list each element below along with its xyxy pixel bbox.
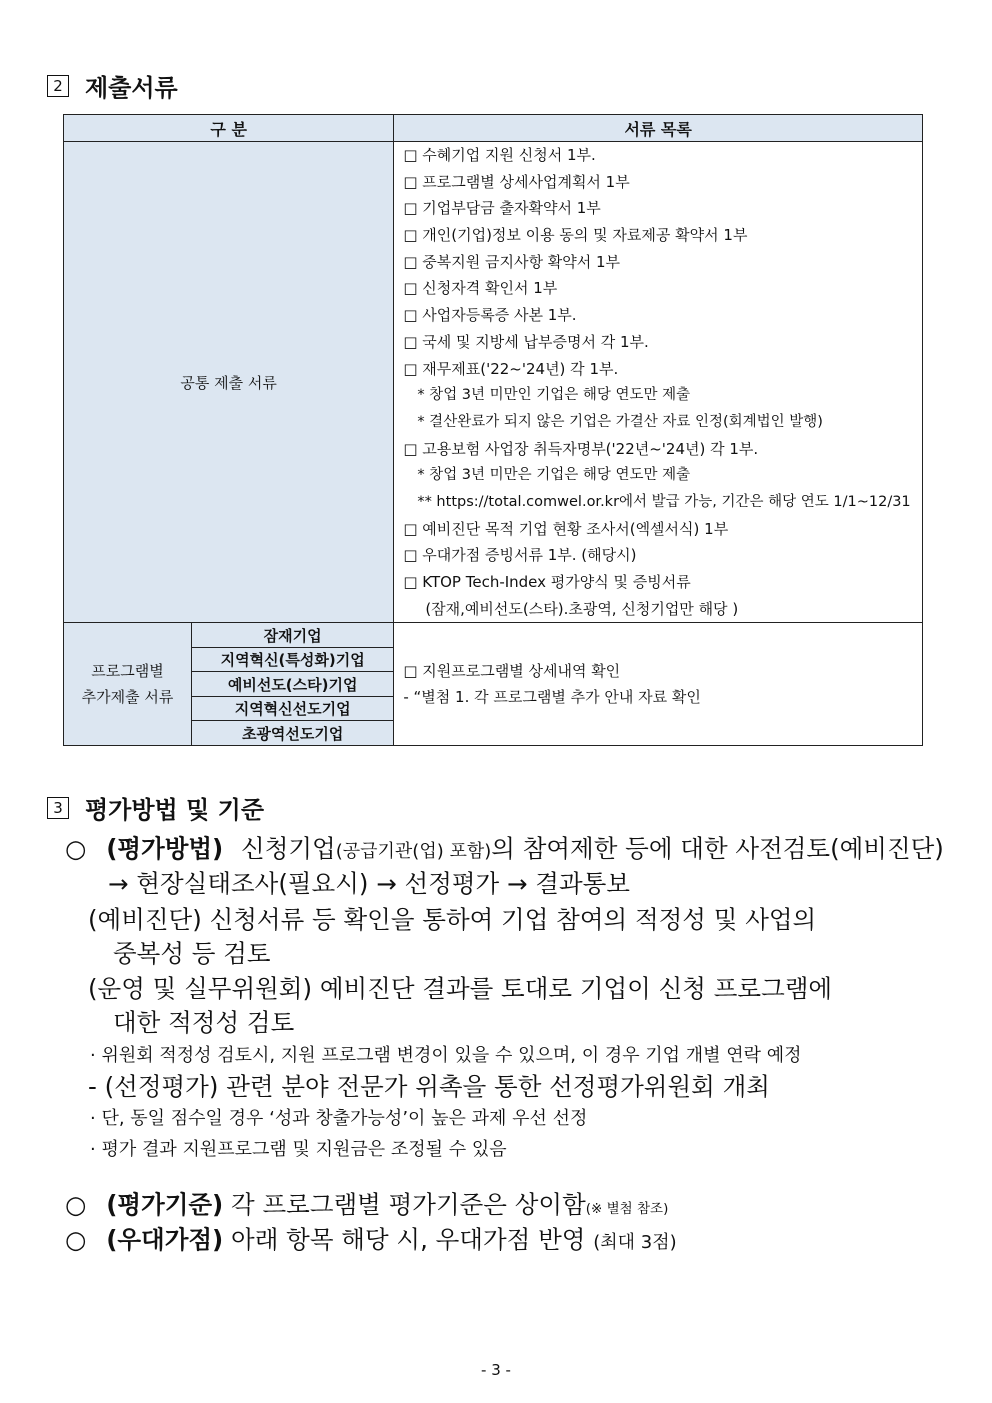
doc-item: □ 우대가점 증빙서류 1부. (해당시): [403, 546, 637, 565]
bonus-points-line: [65, 1221, 677, 1256]
program-type-cell: 지역혁신(특성화)기업: [192, 647, 394, 672]
bonus-label: (우대가점): [106, 1225, 224, 1254]
criteria-label: (평가기준): [106, 1190, 224, 1219]
method-item-line: 대한 적정성 검토: [113, 1008, 295, 1037]
method-item-line: (예비진단) 신청서류 등 확인을 통하여 기업 참여의 적정성 및 사업의: [88, 905, 817, 934]
bullet-circle: ○: [65, 1225, 87, 1254]
method-item-line: 중복성 등 검토: [113, 939, 271, 968]
section-title: 제출서류: [85, 74, 178, 102]
section-heading-evaluation: [47, 790, 264, 825]
doc-item: □ 수혜기업 지원 신청서 1부.: [403, 146, 596, 164]
criteria-text: 각 프로그램별 평가기준은 상이함: [223, 1190, 586, 1219]
doc-item: □ 개인(기업)정보 이용 동의 및 자료제공 확약서 1부: [403, 226, 748, 245]
doc-note: * 결산완료가 되지 않은 기업은 가결산 자료 인정(회계법인 발행): [417, 413, 823, 430]
section-number-box: 2: [47, 75, 69, 97]
program-type-cell: 지역혁신선도기업: [192, 696, 394, 721]
evaluation-method-line: [65, 830, 944, 865]
common-category-cell: [64, 142, 394, 623]
table-header-category: 구 분: [64, 115, 394, 142]
doc-item: □ 국세 및 지방세 납부증명서 각 1부.: [403, 332, 649, 351]
program-docs-cell: [394, 623, 923, 746]
doc-item: □ 기업부담금 출자확약서 1부: [403, 199, 601, 218]
method-item-line: (운영 및 실무위원회) 예비진단 결과를 토대로 기업이 신청 프로그램에: [88, 974, 833, 1003]
doc-item: □ 사업자등록증 사본 1부.: [403, 306, 577, 325]
method-note: · 위원회 적정성 검토시, 지원 프로그램 변경이 있을 수 있으며, 이 경우 기업 개별 연락 예정: [90, 1045, 802, 1066]
method-note: · 평가 결과 지원프로그램 및 지원금은 조정될 수 있음: [90, 1139, 507, 1160]
program-category-cell: [64, 623, 192, 746]
doc-note: (잠재,예비선도(스타).초광역, 신청기업만 해당 ): [425, 599, 739, 618]
doc-item: □ 중복지원 금지사항 확약서 1부: [403, 252, 620, 271]
doc-note: * 창업 3년 미만인 기업은 해당 연도만 제출: [417, 387, 691, 404]
section-heading-documents: [47, 68, 178, 103]
bullet-circle: ○: [65, 834, 87, 863]
submission-documents-table: [63, 114, 923, 746]
doc-item: □ 지원프로그램별 상세내역 확인: [403, 662, 621, 681]
doc-item: □ 재무제표('22~'24년) 각 1부.: [403, 359, 619, 378]
doc-item: □ KTOP Tech-Index 평가양식 및 증빙서류: [403, 573, 691, 591]
program-type-cell: 예비선도(스타)기업: [192, 672, 394, 697]
doc-item: □ 프로그램별 상세사업계획서 1부: [403, 172, 630, 191]
page-number: - 3 -: [481, 1361, 511, 1379]
bonus-text: 아래 항목 해당 시, 우대가점 반영: [223, 1225, 594, 1254]
method-label: (평가방법): [106, 834, 224, 863]
method-text-small: (공급기관(업) 포함): [335, 841, 492, 862]
table-header-docs: 서류 목록: [394, 115, 923, 142]
method-text-a: 신청기업: [241, 834, 336, 863]
evaluation-criteria-line: [65, 1186, 668, 1221]
method-text-b: 의 참여제한 등에 대한 사전검토(예비진단): [491, 834, 944, 863]
section-number-box: 3: [47, 797, 69, 819]
common-docs-cell: [394, 142, 923, 623]
doc-item: □ 예비진단 목적 기업 현황 조사서(엑셀서식) 1부: [403, 519, 729, 538]
doc-note: - “별첨 1. 각 프로그램별 추가 안내 자료 확인: [403, 688, 701, 707]
common-category-label: 공통 제출 서류: [180, 373, 277, 392]
program-type-cell: 초광역선도기업: [192, 721, 394, 746]
doc-item: □ 고용보험 사업장 취득자명부('22년~'24년) 각 1부.: [403, 439, 759, 458]
section-title: 평가방법 및 기준: [85, 796, 264, 824]
criteria-note: (※ 별첨 참조): [585, 1201, 669, 1217]
evaluation-flow-line: → 현장실태조사(필요시) → 선정평가 → 결과통보: [108, 869, 630, 898]
program-category-line2: 추가제출 서류: [81, 688, 174, 707]
doc-note: * 창업 3년 미만은 기업은 해당 연도만 제출: [417, 467, 691, 484]
bonus-note: (최대 3점): [593, 1232, 677, 1253]
program-type-cell: 잠재기업: [192, 623, 394, 648]
program-category-line1: 프로그램별: [91, 662, 164, 681]
method-note: · 단, 동일 점수일 경우 ‘성과 창출가능성’이 높은 과제 우선 선정: [90, 1108, 588, 1129]
doc-item: □ 신청자격 확인서 1부: [403, 279, 558, 298]
method-item-line: - (선정평가) 관련 분야 전문가 위촉을 통한 선정평가위원회 개최: [88, 1072, 770, 1101]
bullet-circle: ○: [65, 1190, 87, 1219]
doc-note: ** https://total.comwel.or.kr에서 발급 가능, 기간은 해당 연도 1/1~12/31: [417, 493, 911, 510]
